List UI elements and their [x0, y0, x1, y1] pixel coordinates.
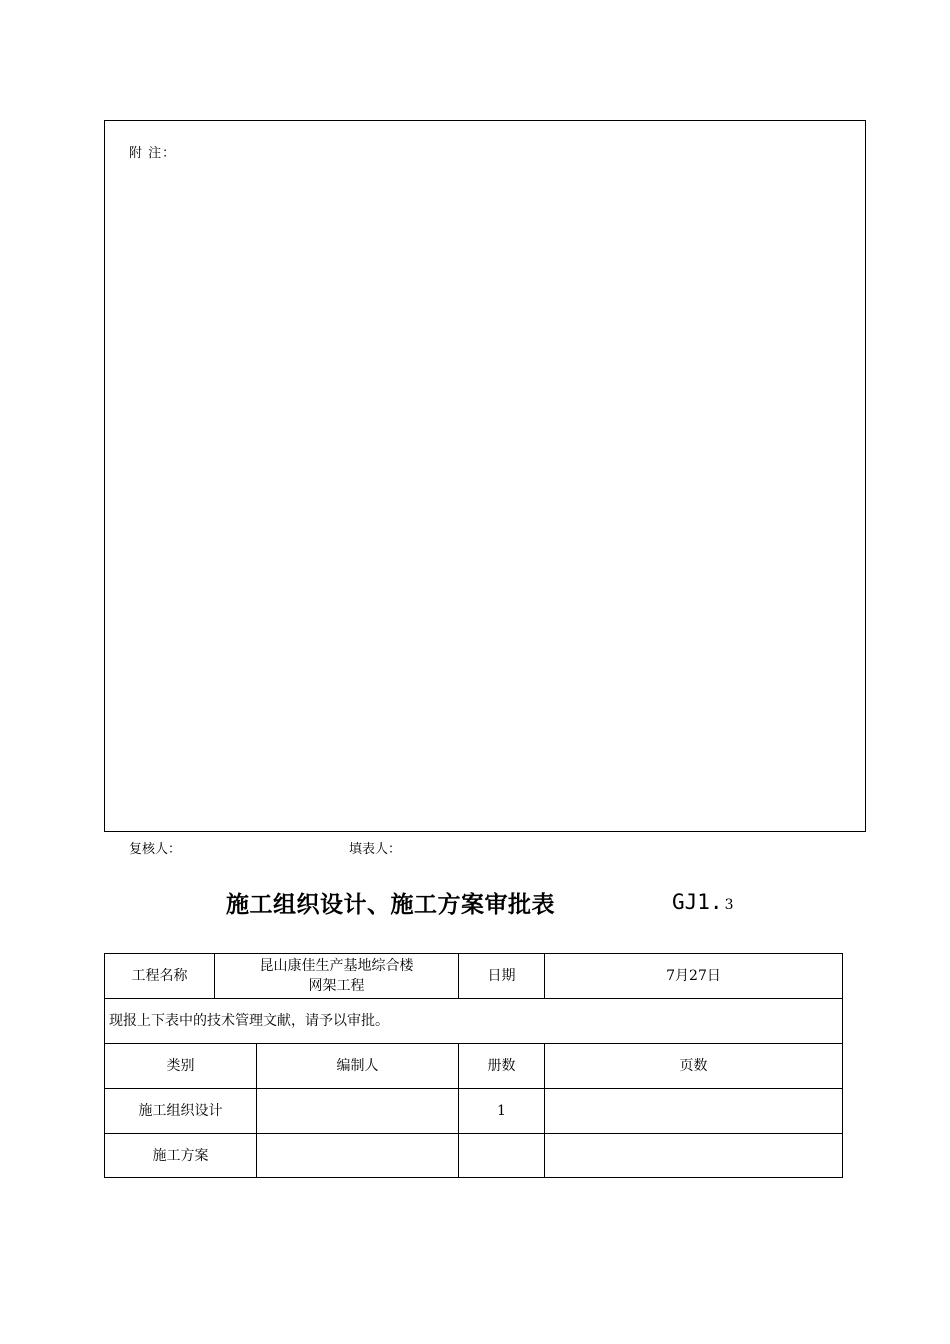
- statement-text: 现报上下表中的技术管理文献，请予以审批。: [105, 999, 843, 1044]
- header-author: 编制人: [257, 1044, 459, 1089]
- row-author: [257, 1134, 459, 1178]
- project-row: [105, 954, 843, 999]
- header-category: 类别: [105, 1044, 257, 1089]
- notes-label: 附 注：: [129, 146, 177, 161]
- row-category: 施工方案: [105, 1134, 257, 1178]
- row-pages: [545, 1134, 843, 1178]
- project-name-line2: 网架工程: [308, 978, 365, 994]
- row-volumes: 1: [459, 1089, 545, 1134]
- reviewer-label: 复核人：: [129, 842, 182, 857]
- project-name-label: 工程名称: [105, 954, 215, 999]
- form-title: 施工组织设计、施工方案审批表: [226, 891, 555, 918]
- header-volumes: 册数: [459, 1044, 545, 1089]
- date-value: 7月27日: [545, 954, 843, 999]
- statement-row: [105, 999, 843, 1044]
- date-label: 日期: [459, 954, 545, 999]
- table-row: [105, 1089, 843, 1134]
- filler-label: 填表人：: [349, 842, 402, 857]
- row-category: 施工组织设计: [105, 1089, 257, 1134]
- row-author: [257, 1089, 459, 1134]
- project-name-value: [215, 954, 459, 999]
- row-pages: [545, 1089, 843, 1134]
- header-row: [105, 1044, 843, 1089]
- project-name-line1: 昆山康佳生产基地综合楼: [259, 958, 414, 974]
- approval-table: [104, 953, 843, 1178]
- table-row: [105, 1134, 843, 1178]
- form-code: [672, 890, 734, 914]
- row-volumes: [459, 1134, 545, 1178]
- header-pages: 页数: [545, 1044, 843, 1089]
- form-code-sub: 3: [724, 897, 734, 913]
- form-code-main: GJ1.: [672, 890, 723, 914]
- notes-box: [104, 120, 866, 832]
